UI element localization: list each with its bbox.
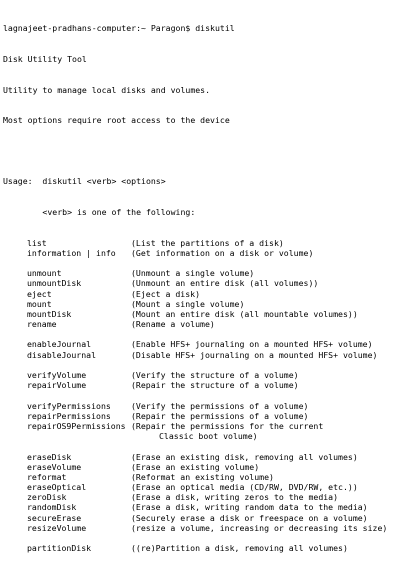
- blank-line: [3, 258, 414, 268]
- command-verb: eraseVolume: [27, 461, 82, 472]
- command-row: [3, 543, 414, 553]
- command-verb: secureErase: [27, 512, 82, 523]
- command-description: (Repair the structure of a volume): [131, 380, 299, 391]
- command-verb: mountDisk: [27, 308, 72, 319]
- command-row: [3, 278, 414, 288]
- command-verb: partitionDisk: [27, 543, 92, 554]
- command-description: (Erase an existing disk, removing all volumes): [131, 451, 358, 462]
- command-description: (Erase an existing volume): [131, 461, 260, 472]
- command-row: [3, 370, 414, 380]
- command-description: (Rename a volume): [131, 319, 215, 330]
- command-row: [3, 268, 414, 278]
- command-description: (Securely erase a disk or freespace on a volume): [131, 512, 368, 523]
- command-row: [3, 411, 414, 421]
- command-description: (Unmount a single volume): [131, 268, 255, 279]
- command-verb: mount: [27, 298, 52, 309]
- header-line-2: Utility to manage local disks and volumes.: [3, 84, 211, 95]
- command-description: (Erase a disk, writing random data to the media): [131, 502, 368, 513]
- command-verb: disableJournal: [27, 349, 97, 360]
- blank-line: [3, 329, 414, 339]
- command-row: [3, 248, 414, 258]
- command-verb: eraseOptical: [27, 482, 87, 493]
- command-description: (Repair the permissions of a volume): [131, 410, 309, 421]
- command-verb: verifyPermissions: [27, 400, 111, 411]
- command-row: [3, 289, 414, 299]
- command-description: (Verify the permissions of a volume): [131, 400, 309, 411]
- command-verb: reformat: [27, 471, 67, 482]
- command-row: [3, 523, 414, 533]
- command-description: (List the partitions of a disk): [131, 237, 284, 248]
- blank-line: [3, 441, 414, 451]
- command-row: [3, 380, 414, 390]
- command-verb: resizeVolume: [27, 522, 87, 533]
- command-description: (Unmount an entire disk (all volumes)): [131, 278, 319, 289]
- command-description: (Enable HFS+ journaling on a mounted HFS+ volume): [131, 339, 373, 350]
- command-description: (Get information on a disk or volume): [131, 247, 314, 258]
- command-verb: repairVolume: [27, 380, 87, 391]
- command-row: [3, 462, 414, 472]
- command-description: (Eject a disk): [131, 288, 201, 299]
- command-verb: zeroDisk: [27, 492, 67, 503]
- command-row: [3, 513, 414, 523]
- command-description: (resize a volume, increasing or decreasing its size): [131, 522, 388, 533]
- command-row: [3, 421, 414, 431]
- command-row: [3, 502, 414, 512]
- command-list: [3, 238, 414, 554]
- command-row: [3, 309, 414, 319]
- command-verb: unmountDisk: [27, 278, 82, 289]
- command-verb: repairOS9Permissions: [27, 420, 126, 431]
- command-verb: verifyVolume: [27, 370, 87, 380]
- command-verb: randomDisk: [27, 502, 77, 513]
- command-verb: repairPermissions: [27, 410, 111, 421]
- header-line-3: Most options require root access to the device: [3, 115, 230, 126]
- prompt-line: lagnajeet-pradhans-computer:~ Paragon$ diskutil: [3, 23, 235, 34]
- command-row: [3, 350, 414, 360]
- command-verb: list: [27, 237, 47, 248]
- command-verb: enableJournal: [27, 339, 92, 350]
- command-row: [3, 238, 414, 248]
- command-description: (Erase a disk, writing zeros to the media): [131, 492, 339, 503]
- command-description: ((re)Partition a disk, removing all volumes): [131, 543, 348, 554]
- command-row: [3, 482, 414, 492]
- command-description: (Mount a single volume): [131, 298, 245, 309]
- command-verb: eject: [27, 288, 52, 299]
- command-description: (Verify the structure of a volume): [131, 370, 299, 380]
- command-description: (Disable HFS+ journaling on a mounted HFS+ volume): [131, 349, 378, 360]
- blank-line: [3, 533, 414, 543]
- blank-line: [3, 390, 414, 400]
- blank-line: [3, 360, 414, 370]
- command-row: [3, 319, 414, 329]
- command-row: [3, 472, 414, 482]
- command-description: (Repair the permissions for the current: [131, 420, 324, 431]
- command-description-continued: Classic boot volume): [159, 431, 258, 442]
- command-description: (Mount an entire disk (all mountable volumes)): [131, 308, 358, 319]
- command-verb: unmount: [27, 268, 62, 279]
- command-row: [3, 299, 414, 309]
- command-description: (Erase an optical media (CD/RW, DVD/RW, etc.)): [131, 482, 358, 493]
- command-row: [3, 492, 414, 502]
- command-verb: information | info: [27, 247, 116, 258]
- command-description: (Reformat an existing volume): [131, 471, 274, 482]
- command-row: [3, 452, 414, 462]
- header-line-1: Disk Utility Tool: [3, 54, 87, 64]
- command-row: [3, 339, 414, 349]
- usage-line: Usage: diskutil <verb> <options>: [3, 176, 166, 187]
- command-row: [3, 401, 414, 411]
- verb-line: <verb> is one of the following:: [3, 206, 196, 217]
- blank-line: [3, 146, 414, 156]
- command-verb: eraseDisk: [27, 451, 72, 462]
- command-verb: rename: [27, 319, 57, 330]
